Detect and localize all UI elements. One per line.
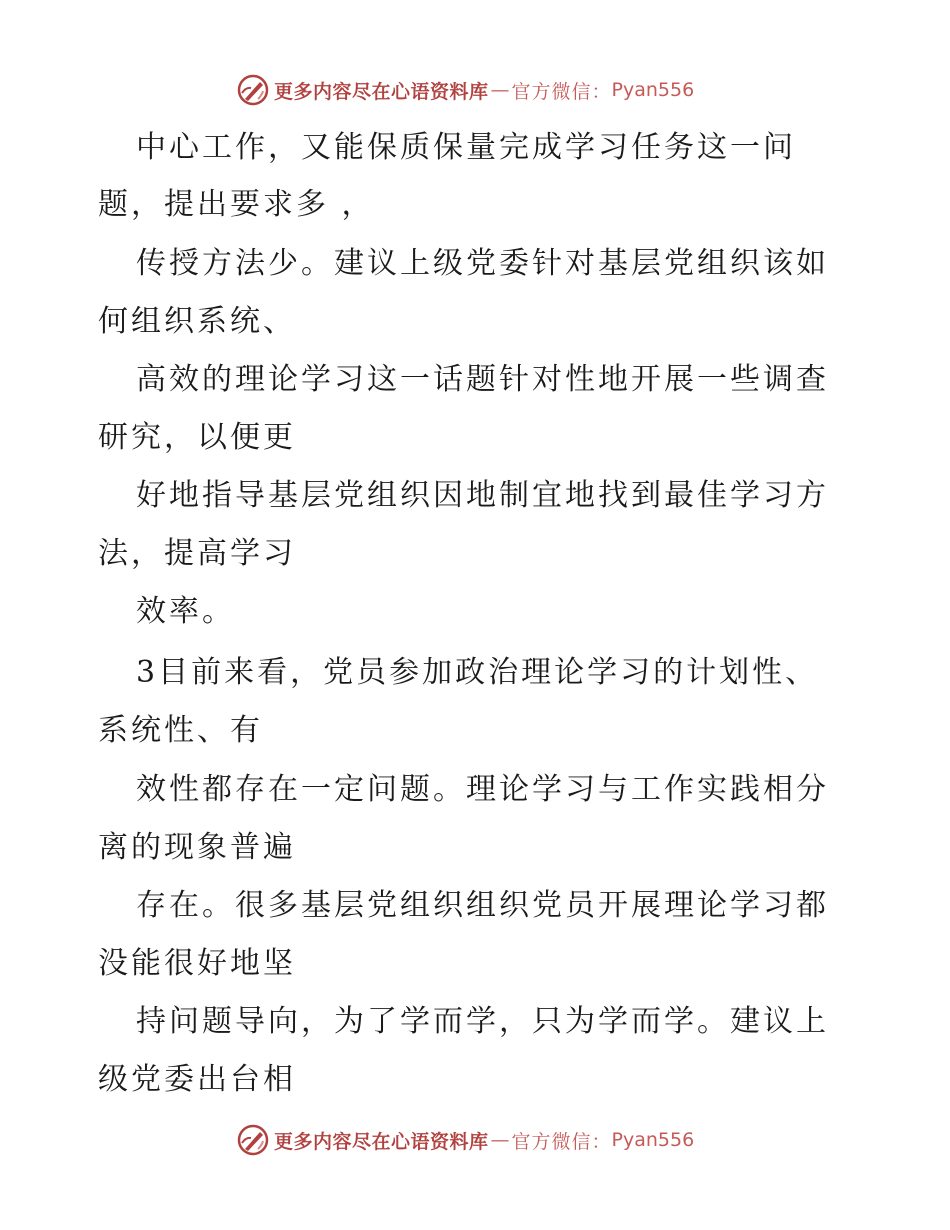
banner-wechat-id: Pyan556 bbox=[611, 79, 695, 101]
banner-wechat-id: Pyan556 bbox=[611, 1129, 695, 1151]
banner-brand-text: 更多内容尽在心语资料库 bbox=[274, 80, 489, 103]
body-line: 持问题导向，为了学而学，只为学而学。建议上 bbox=[136, 1004, 829, 1039]
body-line: 级党委出台相 bbox=[98, 1062, 296, 1097]
footer-banner bbox=[236, 1122, 694, 1158]
quill-logo-icon bbox=[236, 73, 270, 107]
banner-brand-text: 更多内容尽在心语资料库 bbox=[274, 1130, 489, 1153]
header-banner bbox=[236, 72, 694, 108]
body-line: 离的现象普遍 bbox=[98, 830, 296, 865]
banner-official-label: 官方微信： bbox=[511, 80, 612, 103]
body-line: 传授方法少。建议上级党委针对基层党组织该如 bbox=[136, 246, 829, 281]
body-line: 系统性、有 bbox=[98, 713, 263, 748]
body-line: 题，提出要求多 ， bbox=[98, 187, 375, 222]
body-line: 存在。很多基层党组织组织党员开展理论学习都 bbox=[136, 888, 829, 923]
banner-dash: — bbox=[490, 1129, 510, 1151]
body-line: 效率。 bbox=[136, 594, 235, 629]
body-line: 3目前来看，党员参加政治理论学习的计划性、 bbox=[136, 655, 819, 690]
banner-official-label: 官方微信： bbox=[511, 1130, 612, 1153]
body-line: 高效的理论学习这一话题针对性地开展一些调查 bbox=[136, 362, 829, 397]
body-line: 没能很好地坚 bbox=[98, 946, 296, 981]
body-line: 何组织系统、 bbox=[98, 304, 296, 339]
body-line: 中心工作，又能保质保量完成学习任务这一问 bbox=[136, 130, 796, 165]
body-line: 研究，以便更 bbox=[98, 420, 296, 455]
quill-logo-icon bbox=[236, 1123, 270, 1157]
body-line: 好地指导基层党组织因地制宜地找到最佳学习方 bbox=[136, 478, 829, 513]
body-line: 效性都存在一定问题。理论学习与工作实践相分 bbox=[136, 772, 829, 807]
body-line: 法，提高学习 bbox=[98, 536, 296, 571]
banner-dash: — bbox=[490, 79, 510, 101]
